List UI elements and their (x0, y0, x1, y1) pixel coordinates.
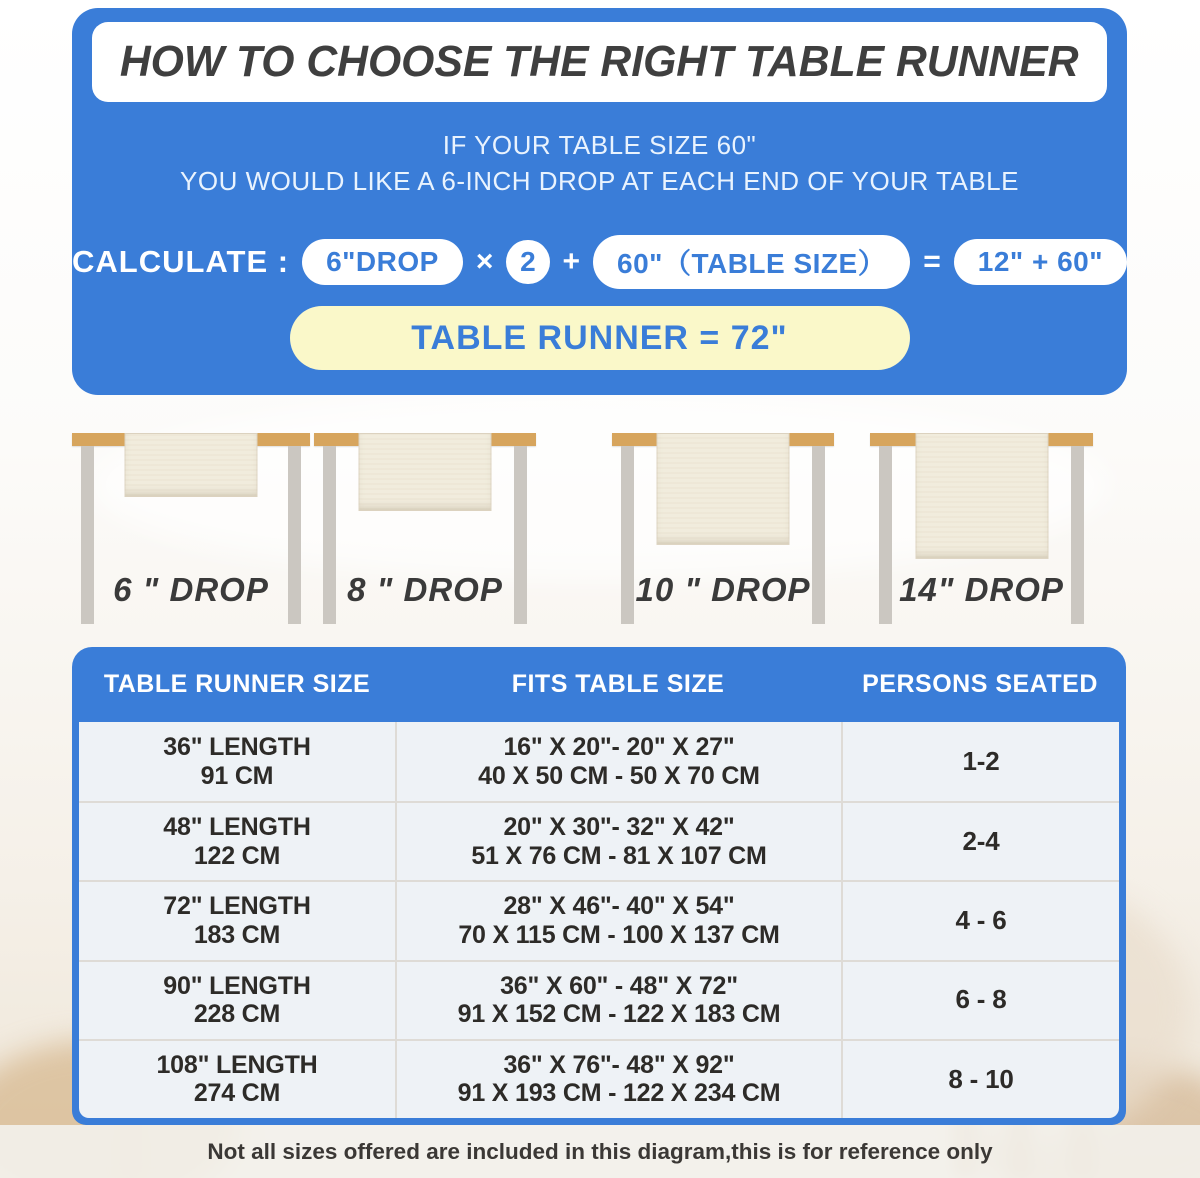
runner-size-cell (79, 882, 395, 959)
runner-size-cm: 274 CM (193, 1079, 281, 1108)
drop-value-pill: 6"DROP (302, 239, 463, 285)
table-size-pill: 60"（TABLE SIZE） (593, 235, 910, 289)
calculation-row (72, 236, 1127, 288)
fits-cm: 91 X 193 CM - 122 X 234 CM (457, 1079, 781, 1108)
drop-figure-6-inch (72, 433, 310, 628)
fits-inches: 28" X 46"- 40" X 54" (503, 892, 735, 921)
column-header-persons: PERSONS SEATED (862, 670, 1098, 698)
runner-size-cell (79, 1041, 395, 1118)
fits-table-cell (395, 803, 841, 880)
runner-size-inches: 90" LENGTH (163, 971, 311, 1000)
fits-cm: 40 X 50 CM - 50 X 70 CM (478, 761, 760, 790)
size-chart-panel (72, 647, 1126, 1125)
drop-figure-8-inch (314, 433, 536, 628)
fits-table-cell (395, 1041, 841, 1118)
runner-size-inches: 48" LENGTH (163, 813, 311, 842)
table-row (79, 960, 1119, 1039)
page-title: HOW TO CHOOSE THE RIGHT TABLE RUNNER (120, 37, 1079, 86)
table-row (79, 722, 1119, 801)
fits-cm: 51 X 76 CM - 81 X 107 CM (471, 841, 767, 870)
fits-inches: 36" X 60" - 48" X 72" (500, 971, 738, 1000)
size-chart-header-row (79, 647, 1119, 722)
table-row (79, 801, 1119, 880)
sum-pill: 12" + 60" (954, 239, 1127, 285)
fits-cm: 91 X 152 CM - 122 X 183 CM (457, 1000, 781, 1029)
drop-figure-10-inch (612, 433, 834, 628)
runner-size-cm: 183 CM (193, 920, 281, 949)
runner-size-inches: 72" LENGTH (163, 892, 311, 921)
runner-size-cell (79, 962, 395, 1039)
persons-cell: 2-4 (841, 803, 1119, 880)
persons-cell: 6 - 8 (841, 962, 1119, 1039)
table-runner-cloth (359, 433, 492, 511)
column-header-runner-size: TABLE RUNNER SIZE (103, 670, 371, 698)
equals-sign: = (923, 245, 941, 278)
calculate-label: CALCULATE : (72, 244, 290, 279)
fits-inches: 16" X 20"- 20" X 27" (503, 733, 735, 762)
persons-cell: 8 - 10 (841, 1041, 1119, 1118)
multiply-sign: × (475, 245, 494, 278)
fits-cm: 70 X 115 CM - 100 X 137 CM (458, 920, 780, 949)
fits-inches: 36" X 76"- 48" X 92" (503, 1050, 735, 1079)
footnote: Not all sizes offered are included in this diagram,this is for reference only (0, 1125, 1200, 1178)
fits-inches: 20" X 30"- 32" X 42" (503, 813, 735, 842)
header-panel (72, 8, 1127, 395)
table-row (79, 1039, 1119, 1118)
drop-examples-section (0, 433, 1200, 628)
drop-label: 14" DROP (899, 571, 1064, 608)
runner-size-cm: 228 CM (193, 1000, 281, 1029)
size-chart-body (79, 722, 1119, 1118)
persons-cell: 1-2 (841, 722, 1119, 801)
table-runner-cloth (657, 433, 790, 545)
table-row (79, 880, 1119, 959)
drop-label: 10 " DROP (635, 571, 811, 608)
runner-size-inches: 108" LENGTH (156, 1050, 318, 1079)
drop-figure-14-inch (870, 433, 1093, 628)
plus-sign: + (562, 245, 581, 278)
table-runner-cloth (915, 433, 1048, 559)
runner-size-cell (79, 803, 395, 880)
fits-table-cell (395, 962, 841, 1039)
runner-size-inches: 36" LENGTH (163, 733, 311, 762)
runner-size-cell (79, 722, 395, 801)
fits-table-cell (395, 722, 841, 801)
table-runner-cloth (125, 433, 258, 497)
fits-table-cell (395, 882, 841, 959)
drop-label: 6 " DROP (113, 571, 269, 608)
multiplier-badge: 2 (506, 240, 549, 284)
runner-size-cm: 122 CM (193, 841, 281, 870)
runner-size-cm: 91 CM (200, 761, 274, 790)
runner-result-pill: TABLE RUNNER = 72" (290, 306, 910, 370)
column-header-fits-table: FITS TABLE SIZE (511, 670, 725, 698)
title-banner (92, 22, 1107, 102)
subtitle-line2: YOU WOULD LIKE A 6-INCH DROP AT EACH END OF YOUR TABLE (180, 166, 1019, 196)
persons-cell: 4 - 6 (841, 882, 1119, 959)
subtitle-line1: IF YOUR TABLE SIZE 60" (442, 130, 757, 160)
drop-label: 8 " DROP (347, 571, 503, 608)
